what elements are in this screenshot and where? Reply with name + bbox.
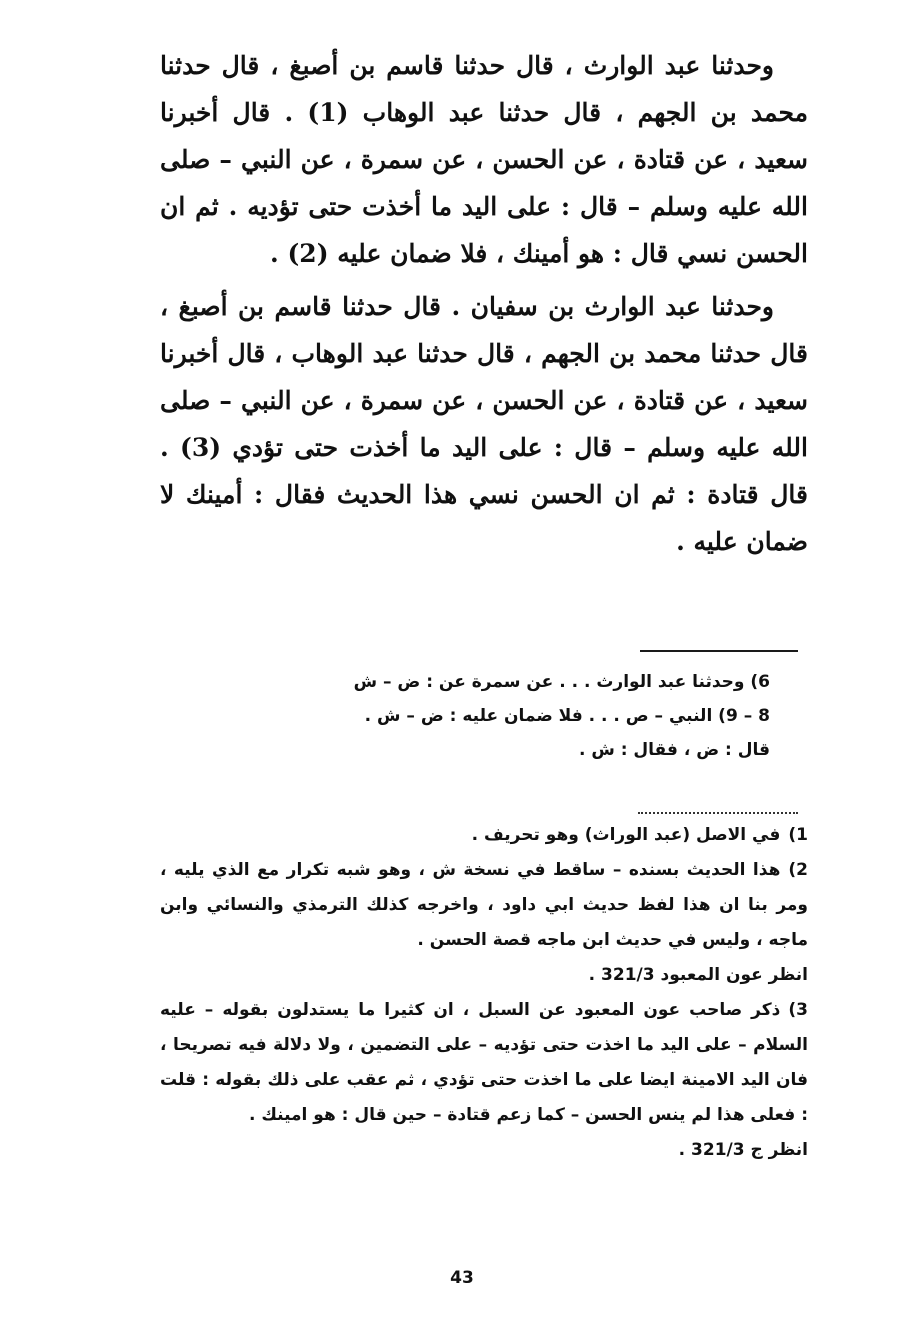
footnote-reference-text: انظر ج 321/3 . xyxy=(678,1140,808,1160)
main-paragraph-1: وحدثنا عبد الوارث ، قال حدثنا قاسم بن أصبغ ، قال حدثنا محمد بن الجهم ، قال حدثنا عبد الوهاب (1) . قال أخبرنا سعيد ، عن قتادة ، عن الحسن ، عن سمرة ، عن النبي – صلى الله عليه وسلم – قال : على اليد ما أخذت حتى تؤديه . ثم ان الحسن نسي قال : هو أمينك ، فلا ضمان عليه (2) . xyxy=(160,51,808,268)
footnote-text: هذا الحديث بسنده – ساقط في نسخة ش ، وهو شبه تكرار مع الذي يليه ، ومر بنا ان هذا لفظ حديث ابي داود ، واخرجه كذلك الترمذي والنسائي وابن ماجه ، وليس في حديث ابن ماجه قصة الحسن . xyxy=(160,860,808,950)
footnote-2 xyxy=(160,853,808,958)
footnote-number: 2) xyxy=(788,860,808,880)
footnote-number: 1) xyxy=(788,825,808,845)
footnote-number: 3) xyxy=(788,1000,808,1020)
footnote-text: ذكر صاحب عون المعبود عن السبل ، ان كثيرا ما يستدلون بقوله – عليه السلام – على اليد ما اخذت حتى تؤديه – على التضمين ، ولا دلالة فيه تصريحا ، فان اليد الامينة ايضا على ما اخذت حتى تؤدي ، ثم عقب على ذلك بقوله : قلت : فعلى هذا لم ينس الحسن – كما زعم قتادة – حين قال : هو امينك . xyxy=(160,1000,808,1125)
footnote-2-reference xyxy=(160,958,808,993)
main-text xyxy=(160,42,808,565)
footnotes xyxy=(160,818,808,1168)
main-paragraph-2: وحدثنا عبد الوارث بن سفيان . قال حدثنا قاسم بن أصبغ ، قال حدثنا محمد بن الجهم ، قال حدثنا عبد الوهاب ، قال أخبرنا سعيد ، عن قتادة ، عن الحسن ، عن سمرة ، عن النبي – صلى الله عليه وسلم – قال : على اليد ما أخذت حتى تؤدي (3) . قال قتادة : ثم ان الحسن نسي هذا الحديث فقال : أمينك لا ضمان عليه . xyxy=(160,292,808,556)
footnote-1 xyxy=(160,818,808,853)
footnote-3-reference xyxy=(160,1133,808,1168)
footnote-text: في الاصل (عبد الوراث) وهو تحريف . xyxy=(471,825,781,845)
variant-line: قال : ض ، فقال : ش . xyxy=(578,740,770,760)
variants-separator-rule xyxy=(640,650,798,652)
page-number: 43 xyxy=(450,1268,474,1288)
manuscript-variants xyxy=(270,665,770,767)
footnote-reference-text: انظر عون المعبود 321/3 . xyxy=(588,965,808,985)
variant-line: 8 – 9) النبي – ص . . . فلا ضمان عليه : ض – ش . xyxy=(364,706,770,726)
variant-line: 6) وحدثنا عبد الوارث . . . عن سمرة عن : ض – ش xyxy=(353,672,770,692)
footnote-3 xyxy=(160,993,808,1133)
footnotes-separator-rule xyxy=(638,812,798,814)
